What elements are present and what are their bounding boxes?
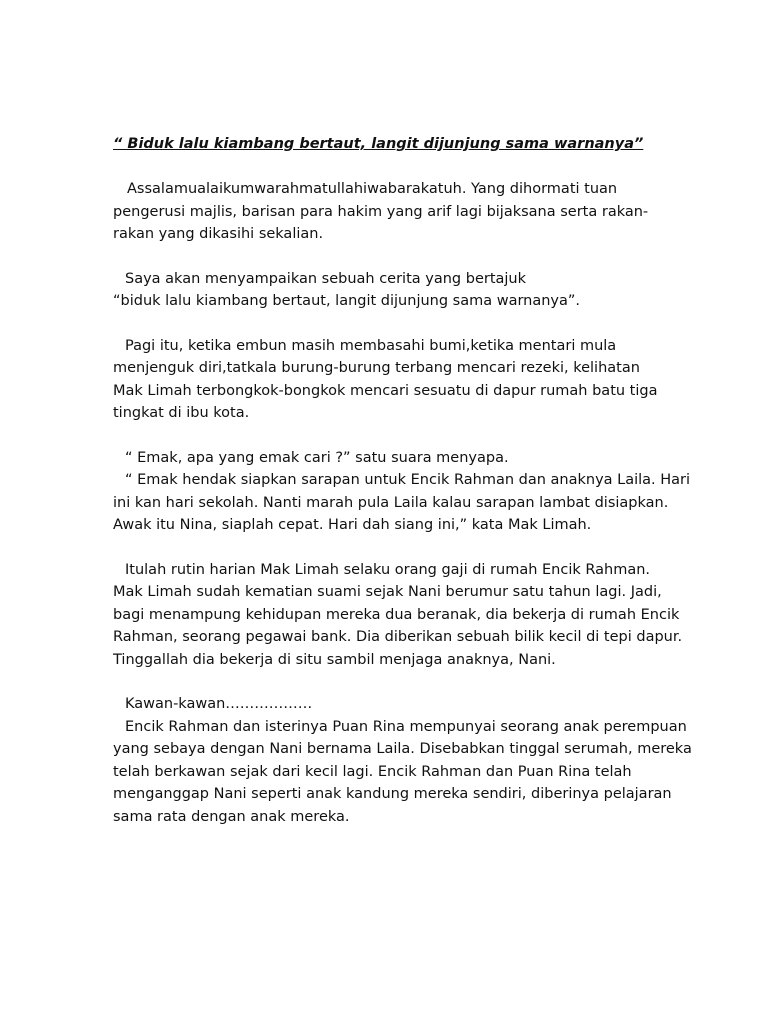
text-line: Encik Rahman dan isterinya Puan Rina mempunyai seorang anak perempuan (125, 718, 687, 735)
paragraph-story-title (113, 268, 661, 313)
text-line: Itulah rutin harian Mak Limah selaku orang gaji di rumah Encik Rahman. (125, 561, 651, 578)
paragraph-greeting (113, 178, 661, 246)
paragraph-friends (113, 693, 692, 828)
text-line: rakan yang dikasihi sekalian. (113, 226, 324, 242)
text-line: pengerusi majlis, barisan para hakim yang arif lagi bijaksana serta rakan- (113, 203, 649, 220)
text-line: menjenguk diri,tatkala burung-burung terbang mencari rezeki, kelihatan (113, 360, 640, 376)
text-line: Mak Limah terbongkok-bongkok mencari sesuatu di dapur rumah batu tiga (113, 382, 658, 399)
paragraph-morning (113, 335, 661, 425)
text-line: bagi menampung kehidupan mereka dua beranak, dia bekerja di rumah Encik (113, 606, 680, 623)
text-line: Awak itu Nina, siaplah cepat. Hari dah siang ini,” kata Mak Limah. (113, 517, 592, 533)
text-line: Pagi itu, ketika embun masih membasahi bumi,ketika mentari mula (125, 337, 617, 354)
text-line: “ Emak, apa yang emak cari ?” satu suara menyapa. (125, 449, 509, 466)
text-line: “ Emak hendak siapkan sarapan untuk Encik Rahman dan anaknya Laila. Hari (125, 472, 691, 488)
text-line: Tinggallah dia bekerja di situ sambil menjaga anaknya, Nani. (113, 651, 556, 668)
text-line: sama rata dengan anak mereka. (113, 808, 350, 825)
text-line: Saya akan menyampaikan sebuah cerita yang bertajuk (125, 270, 527, 287)
text-line: telah berkawan sejak dari kecil lagi. Encik Rahman dan Puan Rina telah (113, 763, 632, 780)
text-line: tingkat di ibu kota. (113, 405, 250, 421)
paragraph-routine (113, 559, 683, 672)
text-line: ini kan hari sekolah. Nanti marah pula Laila kalau sarapan lambat disiapkan. (113, 494, 669, 511)
text-line: menganggap Nani seperti anak kandung mereka sendiri, diberinya pelajaran (113, 786, 672, 802)
document-body (113, 178, 692, 828)
text-line: Assalamualaikumwarahmatullahiwabarakatuh. Yang dihormati tuan (127, 181, 618, 197)
text-line: Rahman, seorang pegawai bank. Dia diberikan sebuah bilik kecil di tepi dapur. (113, 629, 683, 645)
text-line: “biduk lalu kiambang bertaut, langit dijunjung sama warnanya”. (113, 293, 581, 309)
paragraph-dialogue (113, 447, 691, 537)
text-line: yang sebaya dengan Nani bernama Laila. Disebabkan tinggal serumah, mereka (113, 741, 692, 757)
document-title: “ Biduk lalu kiambang bertaut, langit dijunjung sama warnanya” (113, 136, 644, 152)
text-line: Mak Limah sudah kematian suami sejak Nani berumur satu tahun lagi. Jadi, (113, 584, 662, 600)
text-line: Kawan-kawan……………… (125, 696, 313, 712)
